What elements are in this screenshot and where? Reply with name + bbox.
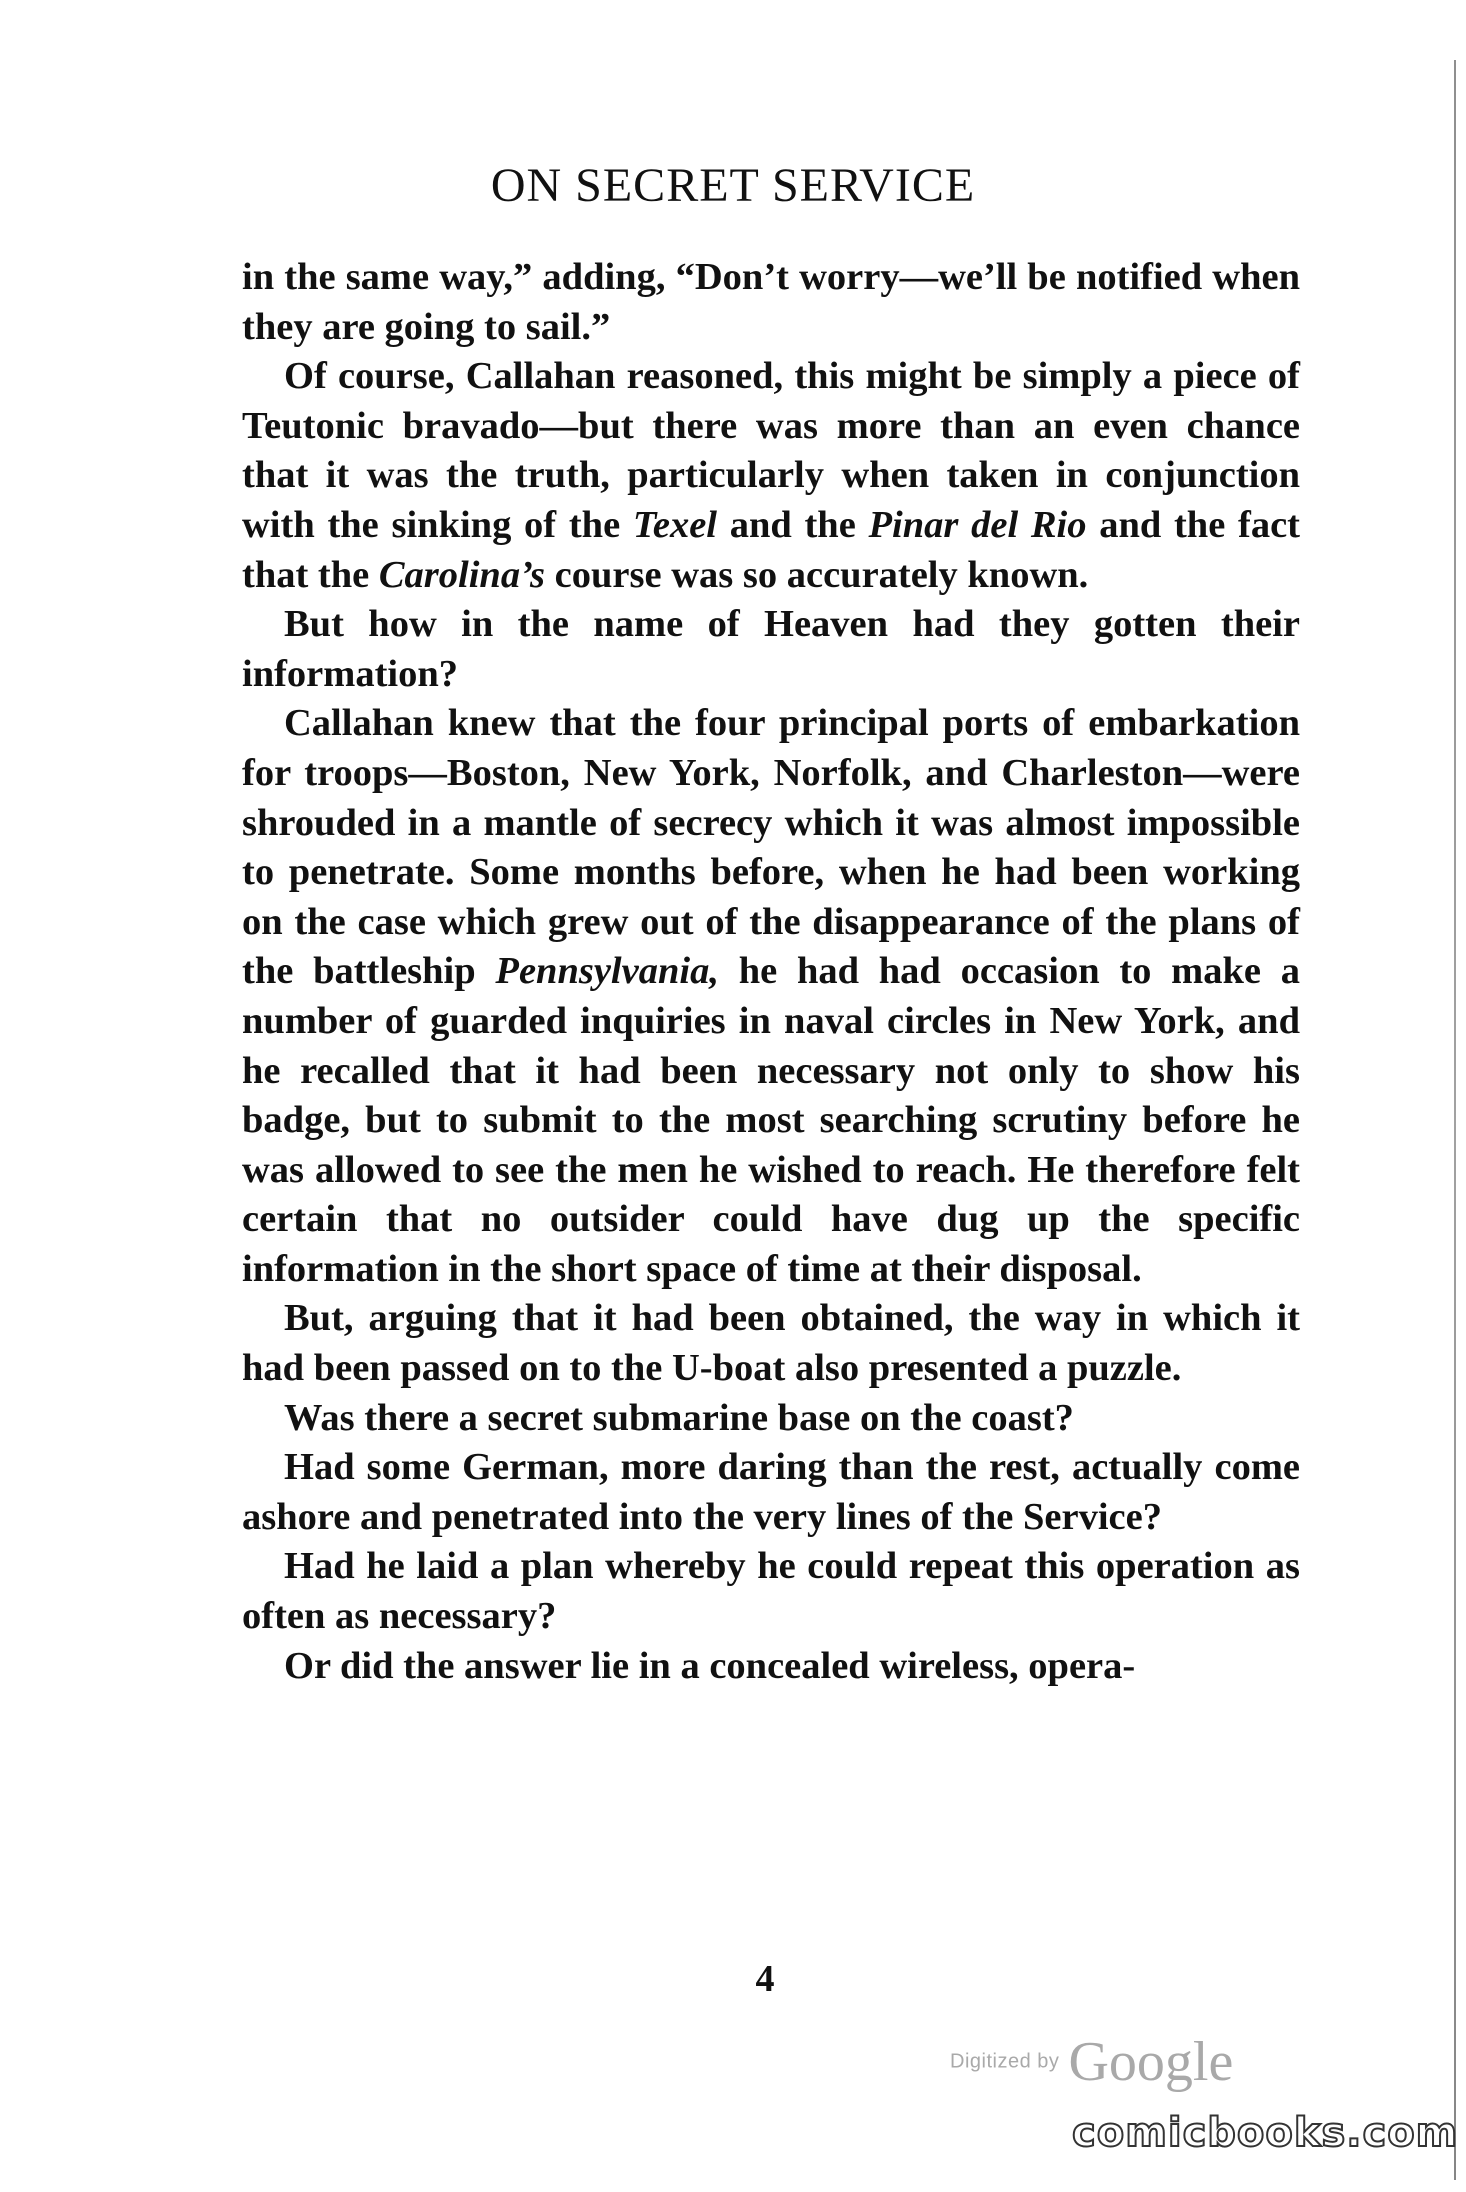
paragraph: [242, 352, 1300, 600]
site-watermark: comicbooks.com: [1072, 2110, 1459, 2156]
page-edge-line: [1454, 60, 1456, 2180]
italic-text: Carolina’s: [378, 553, 546, 596]
text-run: and the fact that the: [242, 503, 1300, 596]
text-run: Had some German, more daring than the rest, actually come ashore and penetrated into the very lines of the Service?: [242, 1446, 1300, 1538]
text-run: he had had occasion to make a number of guarded inquiries in naval circles in New York, and he recalled that it had been necessary not only to show his badge, but to submit to the most searching scrutiny before he was allowed to see the men he wished to reach. He therefore felt certain that no outsider could have dug up the specific information in the short space of time at their disposal.: [242, 950, 1300, 1290]
paragraph: [242, 253, 1300, 352]
italic-text: Pinar del Rio: [868, 503, 1087, 546]
digitized-label: Digitized by: [950, 2050, 1060, 2073]
paragraph: [242, 600, 1300, 699]
paragraph: [242, 1542, 1300, 1641]
text-run: Or did the answer lie in a concealed wireless, opera-: [284, 1644, 1136, 1687]
paragraph: [242, 699, 1300, 1294]
text-run: But how in the name of Heaven had they gotten their information?: [242, 603, 1300, 695]
running-head: ON SECRET SERVICE: [490, 159, 976, 212]
italic-text: Pennsylvania,: [495, 950, 719, 993]
paragraph: [242, 1443, 1300, 1542]
text-run: Of course, Callahan reasoned, this might be simply a piece of Teutonic bravado—but there was more than an even chance that it was the truth, particularly when taken in conjunction with the sinking of the: [242, 355, 1300, 546]
text-run: course was so accurately known.: [545, 553, 1089, 596]
text-run: But, arguing that it had been obtained, the way in which it had been passed on to the U-boat also presented a puzzle.: [242, 1297, 1300, 1390]
page-number: 4: [755, 1958, 775, 2000]
text-run: Callahan knew that the four principal ports of embarkation for troops—Boston, New York, Norfolk, and Charleston—were shrouded in a mantle of secrecy which it was almost impossible to penetrate. Some months before, when he had been working on the case which grew out of the disappearance of the plans of the battleship: [242, 702, 1300, 993]
text-run: Had he laid a plan whereby he could repeat this operation as often as necessary?: [242, 1545, 1300, 1638]
text-run: in the same way,” adding, “Don’t worry—we’ll be notified when they are going to sail.”: [242, 256, 1300, 348]
paragraph: [242, 1294, 1300, 1393]
text-run: and the: [716, 503, 869, 546]
paragraph: [242, 1642, 1300, 1692]
text-run: Was there a secret submarine base on the coast?: [284, 1396, 1074, 1439]
google-wordmark: Google: [1068, 2031, 1234, 2093]
paragraph: [242, 1394, 1300, 1444]
body-text: [242, 253, 1300, 1691]
digitized-by-google-mark: [950, 2030, 1280, 2100]
italic-text: Texel: [632, 503, 717, 546]
